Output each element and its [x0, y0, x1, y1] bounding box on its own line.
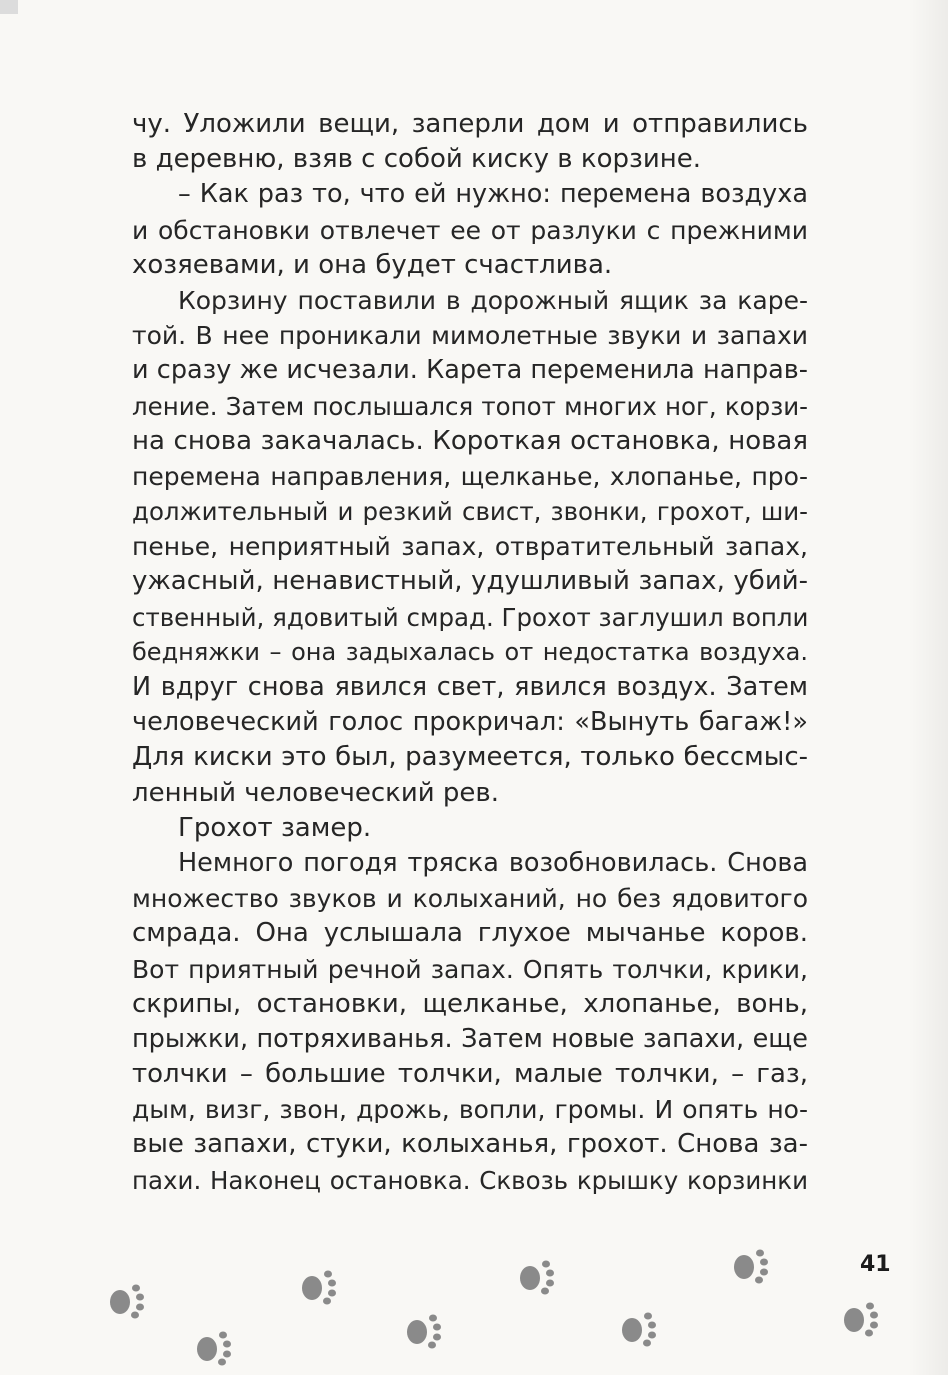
text-line: Корзину поставили в дорожный ящик за каре- [178, 285, 808, 315]
text-line: и сразу же исчезали. Карета переменила направ- [132, 355, 808, 386]
text-line: хозяевами, и она будет счастлива. [132, 249, 613, 280]
page-corner-mark [0, 0, 18, 14]
paw-print-icon [732, 1243, 778, 1287]
text-line: Грохот замер. [178, 812, 372, 843]
text-line: – Как раз то, что ей нужно: перемена воздуха [178, 179, 808, 210]
page-number: 41 [860, 1252, 891, 1277]
text-line: на снова закачалась. Короткая остановка, новая [132, 425, 808, 456]
text-line: множество звуков и колыханий, но без ядовитого [132, 884, 808, 914]
text-line: Вот приятный речной запах. Опять толчки, крики, [132, 954, 808, 984]
text-line: перемена направления, щелканье, хлопанье, про- [132, 461, 808, 491]
text-line: смрада. Она услышала глухое мычанье коров. [132, 918, 808, 949]
text-line: чу. Уложили вещи, заперли дом и отправились [132, 109, 808, 139]
page-edge-shadow [908, 0, 948, 1375]
text-line: пахи. Наконец остановка. Сквозь крышку корзинки [132, 1165, 808, 1195]
text-line: Для киски это был, разумеется, только бессмыс- [132, 742, 808, 773]
text-line: бедняжки – она задыхалась от недостатка воздуха. [132, 637, 808, 666]
paw-print-icon [195, 1325, 241, 1369]
text-line: и обстановки отвлечет ее от разлуки с прежними [132, 215, 808, 245]
text-line: человеческий голос прокричал: «Вынуть багаж!» [132, 707, 808, 738]
text-line: пенье, неприятный запах, отвратительный запах, [132, 532, 808, 562]
text-line: той. В нее проникали мимолетные звуки и запахи [132, 321, 808, 351]
text-line: вые запахи, стуки, колыханья, грохот. Снова за- [132, 1129, 808, 1160]
paw-print-icon [518, 1254, 564, 1298]
paw-print-icon [108, 1278, 154, 1322]
text-line: ление. Затем послышался топот многих ног, корзи- [132, 391, 808, 421]
body-text [132, 107, 808, 1198]
paw-print-icon [300, 1264, 346, 1308]
text-line: ужасный, ненавистный, удушливый запах, убий- [132, 566, 808, 597]
text-line: скрипы, остановки, щелканье, хлопанье, вонь, [132, 988, 808, 1019]
text-line: ственный, ядовитый смрад. Грохот заглушил вопли [132, 602, 809, 632]
text-line: И вдруг снова явился свет, явился воздух. Затем [132, 672, 808, 702]
paw-print-icon [620, 1306, 666, 1350]
text-line: Немного погодя тряска возобновилась. Снова [178, 847, 808, 878]
text-line: ленный человеческий рев. [132, 777, 500, 808]
text-line: прыжки, потряхиванья. Затем новые запахи, еще [132, 1023, 808, 1054]
paw-print-icon [842, 1296, 888, 1340]
text-line: в деревню, взяв с собой киску в корзине. [132, 144, 701, 175]
text-line: должительный и резкий свист, звонки, грохот, ши- [132, 497, 808, 527]
text-line: толчки – большие толчки, малые толчки, – газ, [132, 1059, 808, 1090]
text-line: дым, визг, звон, дрожь, вопли, громы. И опять но- [132, 1095, 808, 1125]
paw-print-icon [405, 1308, 451, 1352]
